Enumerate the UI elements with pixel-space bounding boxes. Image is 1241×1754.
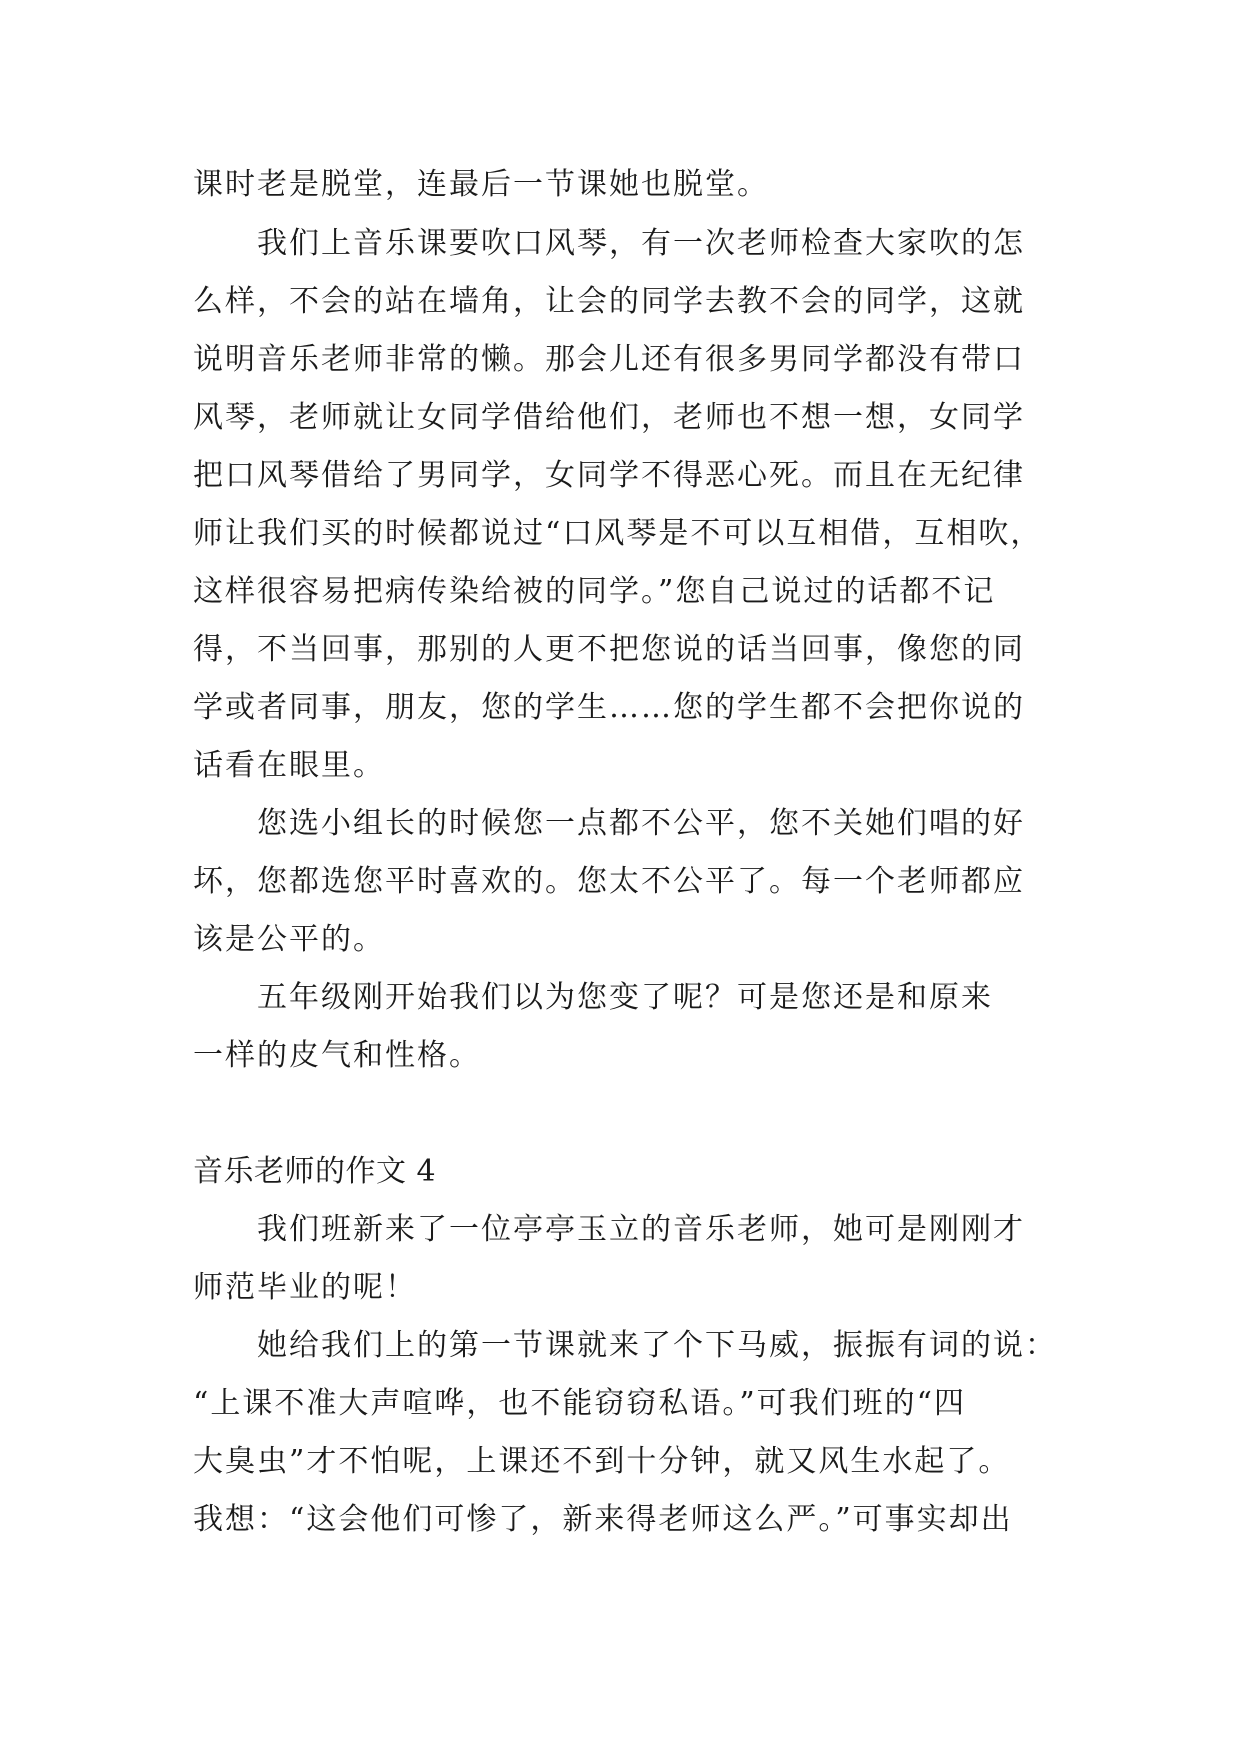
text-line: 师让我们买的时候都说过“口风琴是不可以互相借，互相吹， bbox=[193, 516, 1043, 551]
text-line: 得，不当回事，那别的人更不把您说的话当回事，像您的同 bbox=[193, 632, 1025, 667]
text-line: 把口风琴借给了男同学，女同学不得恶心死。而且在无纪律 bbox=[193, 458, 1025, 493]
text-line: 说明音乐老师非常的懒。那会儿还有很多男同学都没有带口 bbox=[193, 342, 1025, 377]
text-line: 课时老是脱堂，连最后一节课她也脱堂。 bbox=[193, 167, 769, 202]
text-line: 大臭虫”才不怕呢，上课还不到十分钟，就又风生水起了。 bbox=[193, 1444, 1011, 1479]
text-line: 一样的皮气和性格。 bbox=[193, 1038, 481, 1073]
paragraph-first-line: 您选小组长的时候您一点都不公平，您不关她们唱的好 bbox=[257, 806, 1025, 841]
text-line: 该是公平的。 bbox=[193, 922, 385, 957]
text-line: 么样，不会的站在墙角，让会的同学去教不会的同学，这就 bbox=[193, 284, 1025, 319]
paragraph-first-line: 她给我们上的第一节课就来了个下马威，振振有词的说： bbox=[257, 1328, 1057, 1363]
text-line: “上课不准大声喧哗，也不能窃窃私语。”可我们班的“四 bbox=[193, 1386, 967, 1421]
paragraph-first-line: 五年级刚开始我们以为您变了呢？可是您还是和原来 bbox=[257, 980, 993, 1015]
section-heading: 音乐老师的作文 4 bbox=[193, 1154, 437, 1189]
text-line: 风琴，老师就让女同学借给他们，老师也不想一想，女同学 bbox=[193, 400, 1025, 435]
paragraph-first-line: 我们班新来了一位亭亭玉立的音乐老师，她可是刚刚才 bbox=[257, 1212, 1025, 1247]
text-line: 学或者同事，朋友，您的学生……您的学生都不会把你说的 bbox=[193, 690, 1025, 725]
text-line: 我想：“这会他们可惨了，新来得老师这么严。”可事实却出 bbox=[193, 1502, 1013, 1537]
text-line: 这样很容易把病传染给被的同学。”您自己说过的话都不记 bbox=[193, 574, 996, 609]
text-line: 话看在眼里。 bbox=[193, 748, 385, 783]
paragraph-first-line: 我们上音乐课要吹口风琴，有一次老师检查大家吹的怎 bbox=[257, 226, 1025, 261]
text-line: 坏，您都选您平时喜欢的。您太不公平了。每一个老师都应 bbox=[193, 864, 1025, 899]
text-line: 师范毕业的呢！ bbox=[193, 1270, 417, 1305]
